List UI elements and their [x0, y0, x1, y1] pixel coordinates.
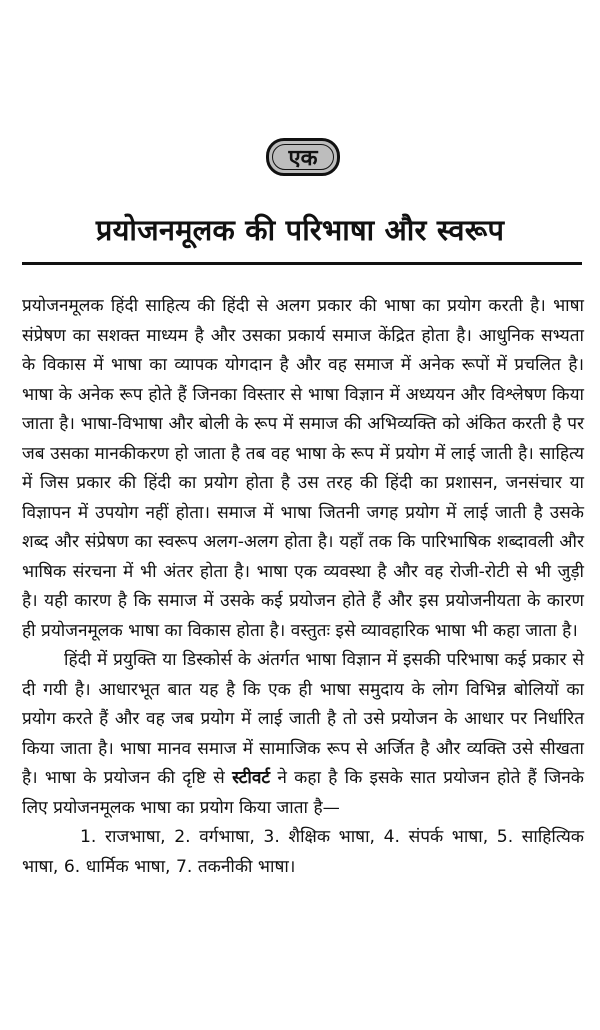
purposes-list: 1. राजभाषा, 2. वर्गभाषा, 3. शैक्षिक भाषा, 4. संपर्क भाषा, 5. साहित्यिक भाषा, 6. धार्मिक भाषा, 7. तकनीकी भाषा।	[22, 827, 584, 877]
paragraph-2-text-b: ने कहा है कि इसके सात प्रयोजन होते हैं जिनके लिए प्रयोजनमूलक भाषा का प्रयोग किया जाता है—	[22, 768, 584, 818]
paragraph-2-text-a: हिंदी में प्रयुक्ति या डिस्कोर्स के अंतर्गत भाषा विज्ञान में इसकी परिभाषा कई प्रकार से दी गयी है। आधारभूत बात यह है कि एक ही भाषा समुदाय के लोग विभिन्न बोलियों का प्रयोग करते हैं और वह जब प्रयोग में लाई जाती है तो उसे प्रयोजन के आधार पर निर्धारित किया जाता है। भाषा मानव समाज में सामाजिक रूप से अर्जित है और व्यक्ति उसे सीखता है। भाषा के प्रयोजन की दृष्टि से	[22, 650, 584, 788]
paragraph-1: प्रयोजनमूलक हिंदी साहित्य की हिंदी से अलग प्रकार की भाषा का प्रयोग करती है। भाषा संप्रेषण का सशक्त माध्यम है और उसका प्रकार्य समाज केंद्रित होता है। आधुनिक सभ्यता के विकास में भाषा का व्यापक योगदान है और वह समाज में अनेक रूपों में प्रचलित है। भाषा के अनेक रूप होते हैं जिनका विस्तार से भाषा विज्ञान में अध्ययन और विश्लेषण किया जाता है। भाषा-विभाषा और बोली के रूप में समाज की अभिव्यक्ति को अंकित करती है पर जब उसका मानकीकरण हो जाता है तब वह भाषा के रूप में प्रयोग में लाई जाती है। साहित्य में जिस प्रकार की हिंदी का प्रयोग होता है उस तरह की हिंदी का प्रशासन, जनसंचार या विज्ञापन में उपयोग नहीं होता। समाज में भाषा जितनी जगह प्रयोग में लाई जाती है उसके शब्द और संप्रेषण का स्वरूप अलग-अलग होता है। यहाँ तक कि पारिभाषिक शब्दावली और भाषिक संरचना में भी अंतर होता है। भाषा एक व्यवस्था है और वह रोजी-रोटी से भी जुड़ी है। यही कारण है कि समाज में उसके कई प्रयोजन होते हैं और इस प्रयोजनीयता के कारण ही प्रयोजनमूलक भाषा का विकास होता है। वस्तुतः इसे व्यावहारिक भाषा भी कहा जाता है।	[22, 296, 584, 641]
chapter-title: प्रयोजनमूलक की परिभाषा और स्वरूप	[95, 213, 505, 247]
title-underline	[22, 262, 582, 265]
chapter-body	[22, 292, 584, 882]
chapter-number-badge: एक	[266, 138, 340, 176]
paragraph-2	[22, 646, 584, 823]
author-name-stewart: स्टीवर्ट	[232, 768, 271, 788]
